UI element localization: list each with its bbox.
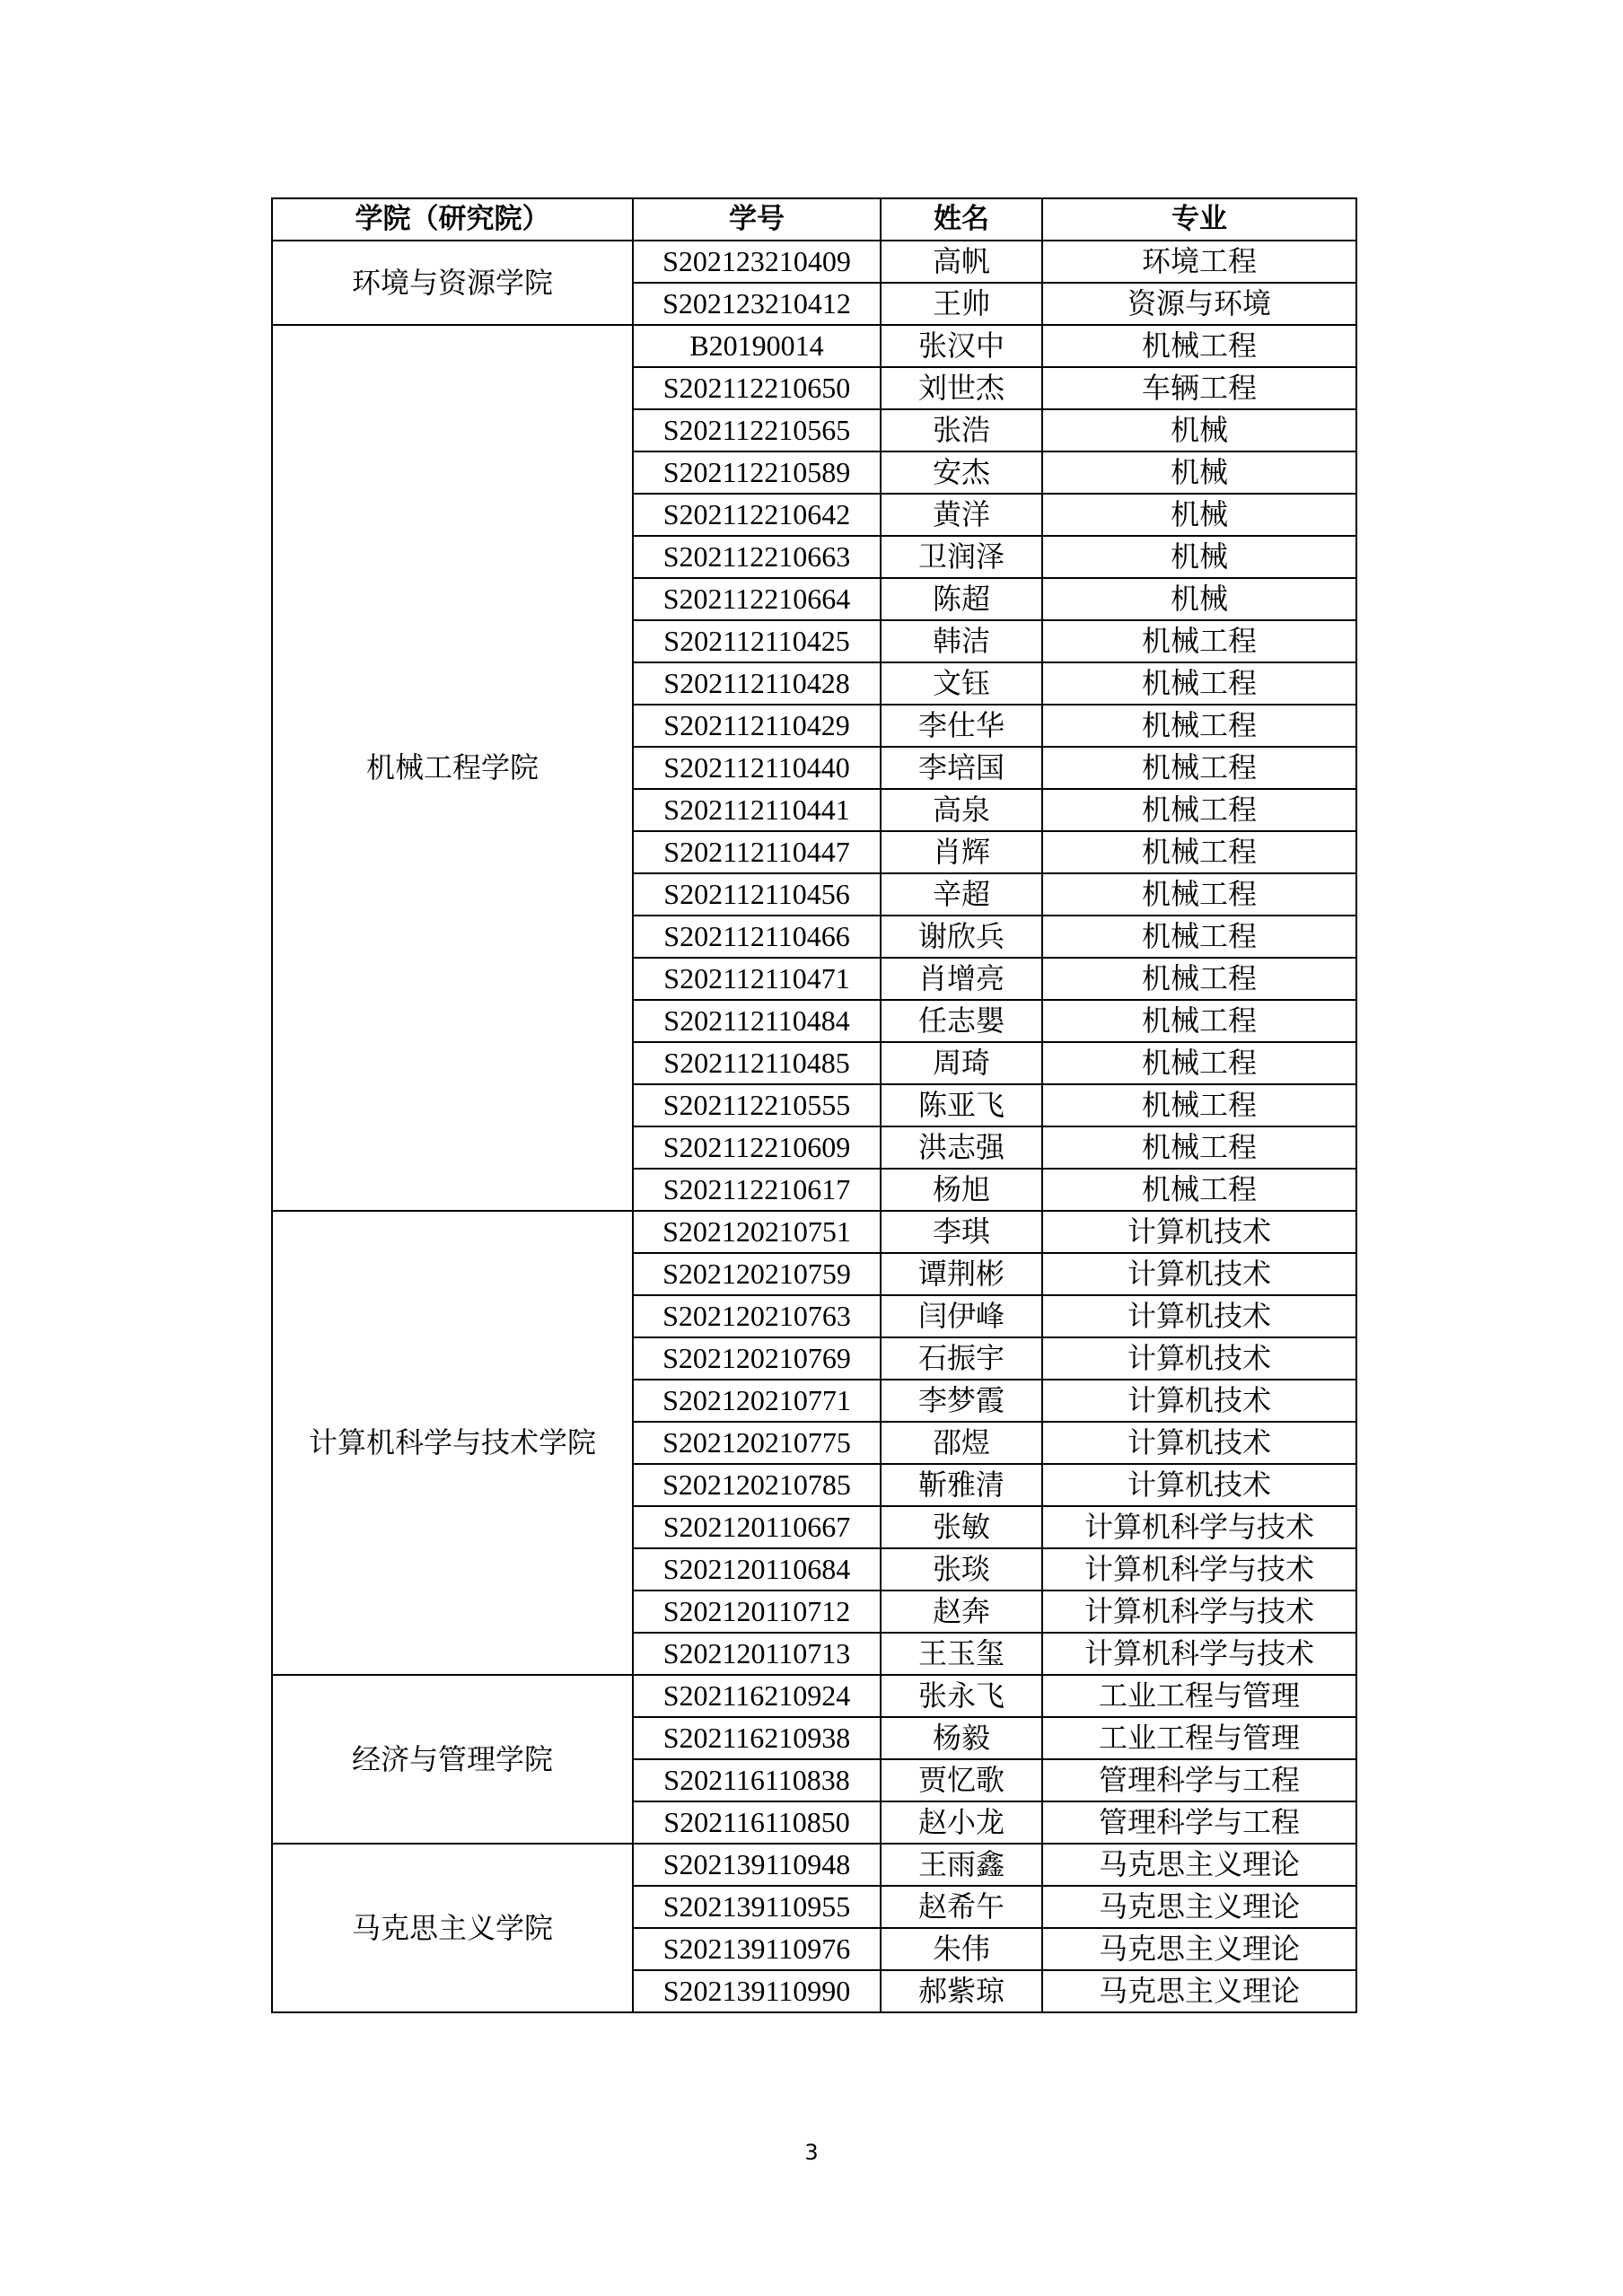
student-name-cell: 韩洁 (881, 620, 1042, 662)
major-cell: 机械工程 (1042, 916, 1356, 958)
student-name-cell: 谢欣兵 (881, 916, 1042, 958)
student-name-cell: 赵希午 (881, 1886, 1042, 1928)
student-id-cell: S202112110440 (633, 747, 881, 789)
major-cell: 机械工程 (1042, 789, 1356, 831)
student-id-cell: B20190014 (633, 325, 881, 367)
student-id-cell: S202112110484 (633, 1000, 881, 1042)
major-cell: 机械 (1042, 409, 1356, 451)
major-cell: 管理科学与工程 (1042, 1759, 1356, 1801)
student-name-cell: 靳雅清 (881, 1464, 1042, 1506)
table-row (272, 325, 1356, 367)
student-name-cell: 辛超 (881, 873, 1042, 916)
student-id-cell: S202120210785 (633, 1464, 881, 1506)
college-cell: 马克思主义学院 (272, 1844, 633, 2012)
student-name-cell: 李梦霞 (881, 1380, 1042, 1422)
major-cell: 机械 (1042, 451, 1356, 494)
major-cell: 马克思主义理论 (1042, 1886, 1356, 1928)
student-name-cell: 王帅 (881, 283, 1042, 325)
student-name-cell: 赵小龙 (881, 1801, 1042, 1844)
student-id-cell: S202112110447 (633, 831, 881, 873)
student-name-cell: 王玉玺 (881, 1633, 1042, 1675)
student-name-cell: 高帆 (881, 241, 1042, 283)
student-id-cell: S202139110990 (633, 1970, 881, 2012)
major-cell: 机械 (1042, 536, 1356, 578)
student-id-cell: S202112210609 (633, 1126, 881, 1169)
student-id-cell: S202120110712 (633, 1591, 881, 1633)
major-cell: 机械工程 (1042, 325, 1356, 367)
table-row (272, 1675, 1356, 1717)
student-id-cell: S202112210663 (633, 536, 881, 578)
header-major: 专业 (1042, 198, 1356, 241)
student-name-cell: 石振宇 (881, 1337, 1042, 1380)
table-row (272, 241, 1356, 283)
student-id-cell: S202116110838 (633, 1759, 881, 1801)
student-name-cell: 李培国 (881, 747, 1042, 789)
major-cell: 机械工程 (1042, 1000, 1356, 1042)
student-id-cell: S202112110485 (633, 1042, 881, 1084)
student-id-cell: S202139110955 (633, 1886, 881, 1928)
header-name: 姓名 (881, 198, 1042, 241)
student-name-cell: 陈亚飞 (881, 1084, 1042, 1126)
major-cell: 马克思主义理论 (1042, 1844, 1356, 1886)
major-cell: 车辆工程 (1042, 367, 1356, 409)
major-cell: 计算机技术 (1042, 1422, 1356, 1464)
student-name-cell: 张浩 (881, 409, 1042, 451)
student-id-cell: S202112110425 (633, 620, 881, 662)
student-id-cell: S202116110850 (633, 1801, 881, 1844)
student-id-cell: S202120210769 (633, 1337, 881, 1380)
major-cell: 机械工程 (1042, 662, 1356, 705)
major-cell: 机械工程 (1042, 747, 1356, 789)
student-name-cell: 肖增亮 (881, 958, 1042, 1000)
major-cell: 计算机技术 (1042, 1253, 1356, 1295)
major-cell: 计算机科学与技术 (1042, 1633, 1356, 1675)
college-cell: 环境与资源学院 (272, 241, 633, 325)
major-cell: 工业工程与管理 (1042, 1717, 1356, 1759)
student-name-cell: 闫伊峰 (881, 1295, 1042, 1337)
student-id-cell: S202112210642 (633, 494, 881, 536)
student-id-cell: S202112210555 (633, 1084, 881, 1126)
student-name-cell: 安杰 (881, 451, 1042, 494)
student-name-cell: 贾忆歌 (881, 1759, 1042, 1801)
major-cell: 计算机技术 (1042, 1464, 1356, 1506)
page-number: 3 (804, 2140, 819, 2165)
major-cell: 计算机技术 (1042, 1295, 1356, 1337)
student-id-cell: S202116210924 (633, 1675, 881, 1717)
student-name-cell: 杨旭 (881, 1169, 1042, 1211)
student-name-cell: 刘世杰 (881, 367, 1042, 409)
student-name-cell: 赵奔 (881, 1591, 1042, 1633)
major-cell: 机械工程 (1042, 831, 1356, 873)
student-id-cell: S202112110456 (633, 873, 881, 916)
student-name-cell: 杨毅 (881, 1717, 1042, 1759)
student-name-cell: 王雨鑫 (881, 1844, 1042, 1886)
student-id-cell: S202112210650 (633, 367, 881, 409)
student-name-cell: 洪志强 (881, 1126, 1042, 1169)
header-row (272, 198, 1356, 241)
student-id-cell: S202120210759 (633, 1253, 881, 1295)
major-cell: 机械工程 (1042, 1169, 1356, 1211)
student-name-cell: 朱伟 (881, 1928, 1042, 1970)
student-name-cell: 张琰 (881, 1548, 1042, 1591)
table-header (272, 198, 1356, 241)
student-name-cell: 卫润泽 (881, 536, 1042, 578)
student-name-cell: 高泉 (881, 789, 1042, 831)
student-name-cell: 周琦 (881, 1042, 1042, 1084)
student-id-cell: S202112210589 (633, 451, 881, 494)
student-id-cell: S202112210664 (633, 578, 881, 620)
student-id-cell: S202120210771 (633, 1380, 881, 1422)
student-name-cell: 张汉中 (881, 325, 1042, 367)
student-id-cell: S202120110667 (633, 1506, 881, 1548)
major-cell: 机械 (1042, 494, 1356, 536)
student-id-cell: S202120210775 (633, 1422, 881, 1464)
student-id-cell: S202112210617 (633, 1169, 881, 1211)
student-name-cell: 张敏 (881, 1506, 1042, 1548)
student-id-cell: S202120110713 (633, 1633, 881, 1675)
major-cell: 机械工程 (1042, 873, 1356, 916)
student-id-cell: S202120210751 (633, 1211, 881, 1253)
major-cell: 计算机科学与技术 (1042, 1548, 1356, 1591)
student-id-cell: S202112110429 (633, 705, 881, 747)
table-row (272, 1844, 1356, 1886)
student-name-cell: 李仕华 (881, 705, 1042, 747)
student-name-cell: 陈超 (881, 578, 1042, 620)
major-cell: 机械工程 (1042, 1084, 1356, 1126)
student-name-cell: 李琪 (881, 1211, 1042, 1253)
major-cell: 马克思主义理论 (1042, 1928, 1356, 1970)
major-cell: 计算机技术 (1042, 1211, 1356, 1253)
student-id-cell: S202123210409 (633, 241, 881, 283)
student-id-cell: S202112210565 (633, 409, 881, 451)
student-roster-table (271, 197, 1357, 2013)
major-cell: 管理科学与工程 (1042, 1801, 1356, 1844)
college-cell: 机械工程学院 (272, 325, 633, 1211)
student-name-cell: 文钰 (881, 662, 1042, 705)
student-name-cell: 任志嬰 (881, 1000, 1042, 1042)
student-name-cell: 郝紫琼 (881, 1970, 1042, 2012)
major-cell: 马克思主义理论 (1042, 1970, 1356, 2012)
major-cell: 机械工程 (1042, 620, 1356, 662)
major-cell: 计算机技术 (1042, 1337, 1356, 1380)
student-name-cell: 谭荆彬 (881, 1253, 1042, 1295)
student-id-cell: S202112110471 (633, 958, 881, 1000)
major-cell: 环境工程 (1042, 241, 1356, 283)
student-id-cell: S202120110684 (633, 1548, 881, 1591)
header-student-id: 学号 (633, 198, 881, 241)
major-cell: 资源与环境 (1042, 283, 1356, 325)
student-id-cell: S202112110428 (633, 662, 881, 705)
major-cell: 机械工程 (1042, 958, 1356, 1000)
student-id-cell: S202123210412 (633, 283, 881, 325)
student-name-cell: 张永飞 (881, 1675, 1042, 1717)
student-name-cell: 邵煜 (881, 1422, 1042, 1464)
student-id-cell: S202112110466 (633, 916, 881, 958)
major-cell: 工业工程与管理 (1042, 1675, 1356, 1717)
college-cell: 计算机科学与技术学院 (272, 1211, 633, 1675)
table-row (272, 1211, 1356, 1253)
table-body (272, 241, 1356, 2012)
student-id-cell: S202112110441 (633, 789, 881, 831)
major-cell: 计算机技术 (1042, 1380, 1356, 1422)
college-cell: 经济与管理学院 (272, 1675, 633, 1844)
header-college: 学院（研究院） (272, 198, 633, 241)
major-cell: 机械 (1042, 578, 1356, 620)
student-name-cell: 黄洋 (881, 494, 1042, 536)
student-name-cell: 肖辉 (881, 831, 1042, 873)
major-cell: 机械工程 (1042, 1126, 1356, 1169)
major-cell: 机械工程 (1042, 705, 1356, 747)
student-id-cell: S202120210763 (633, 1295, 881, 1337)
major-cell: 计算机科学与技术 (1042, 1591, 1356, 1633)
student-id-cell: S202116210938 (633, 1717, 881, 1759)
major-cell: 计算机科学与技术 (1042, 1506, 1356, 1548)
major-cell: 机械工程 (1042, 1042, 1356, 1084)
student-id-cell: S202139110976 (633, 1928, 881, 1970)
student-id-cell: S202139110948 (633, 1844, 881, 1886)
